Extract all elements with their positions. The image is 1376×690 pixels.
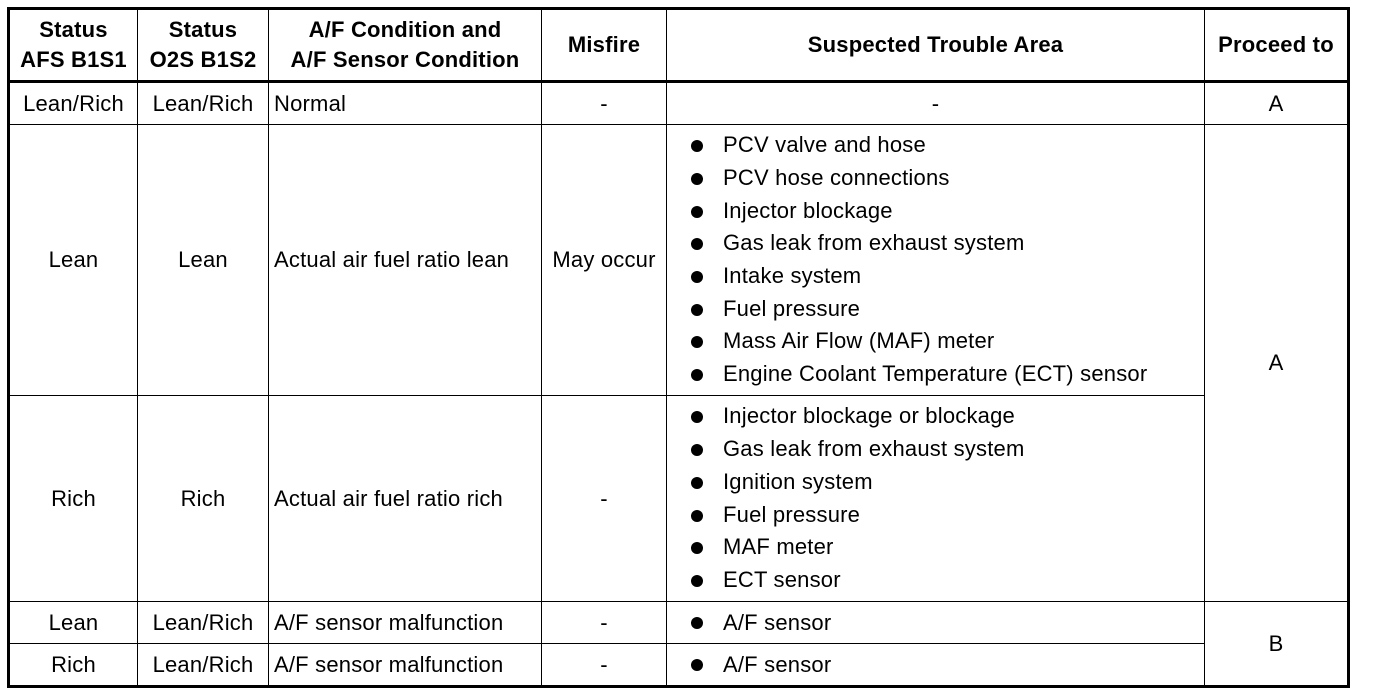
cell-misfire: - [542, 82, 667, 125]
cell-condition: A/F sensor malfunction [269, 602, 542, 644]
cell-condition: Actual air fuel ratio rich [269, 396, 542, 602]
cell-afs: Lean [9, 125, 138, 396]
header-o2s-line2: O2S B1S2 [149, 47, 257, 72]
list-item: Engine Coolant Temperature (ECT) sensor [691, 358, 1204, 391]
list-item: Fuel pressure [691, 499, 1204, 532]
header-o2s-line1: Status [168, 17, 238, 42]
header-cond-line1: A/F Condition and [308, 17, 502, 42]
list-item: Intake system [691, 260, 1204, 293]
cell-misfire: - [542, 396, 667, 602]
header-o2s-status [138, 9, 269, 82]
list-item: Mass Air Flow (MAF) meter [691, 325, 1204, 358]
cell-condition: Normal [269, 82, 542, 125]
list-item: PCV hose connections [691, 162, 1204, 195]
table-row-normal [9, 82, 1349, 125]
list-item: A/F sensor [691, 644, 1204, 685]
trouble-list-rich [667, 400, 1204, 596]
cell-afs: Rich [9, 396, 138, 602]
header-trouble-area: Suspected Trouble Area [667, 9, 1205, 82]
list-item: Injector blockage or blockage [691, 400, 1204, 433]
table-row-af-sensor-lean [9, 602, 1349, 644]
cell-misfire: May occur [542, 125, 667, 396]
cell-condition: A/F sensor malfunction [269, 644, 542, 687]
list-item: PCV valve and hose [691, 129, 1204, 162]
cell-afs: Lean [9, 602, 138, 644]
trouble-list-lean [667, 129, 1204, 391]
list-item: Ignition system [691, 466, 1204, 499]
trouble-list-af-1 [667, 602, 1204, 643]
list-item: ECT sensor [691, 564, 1204, 597]
cell-condition: Actual air fuel ratio lean [269, 125, 542, 396]
header-cond-line2: A/F Sensor Condition [290, 47, 520, 72]
cell-trouble [667, 602, 1205, 644]
header-afs-status [9, 9, 138, 82]
cell-trouble [667, 396, 1205, 602]
cell-o2s: Lean/Rich [138, 644, 269, 687]
cell-proceed: A [1205, 125, 1349, 602]
cell-misfire: - [542, 644, 667, 687]
diagnostic-table-container [7, 7, 1350, 688]
list-item: Gas leak from exhaust system [691, 227, 1204, 260]
cell-o2s: Rich [138, 396, 269, 602]
header-proceed-to: Proceed to [1205, 9, 1349, 82]
cell-proceed: A [1205, 82, 1349, 125]
table-row-rich [9, 396, 1349, 602]
header-row [9, 9, 1349, 82]
header-afs-line1: Status [39, 17, 108, 42]
table-row-lean [9, 125, 1349, 396]
cell-o2s: Lean [138, 125, 269, 396]
cell-proceed: B [1205, 602, 1349, 687]
cell-trouble [667, 125, 1205, 396]
list-item: A/F sensor [691, 602, 1204, 643]
cell-trouble: - [667, 82, 1205, 125]
header-misfire: Misfire [542, 9, 667, 82]
cell-afs: Lean/Rich [9, 82, 138, 125]
list-item: Fuel pressure [691, 293, 1204, 326]
trouble-list-af-2 [667, 644, 1204, 685]
header-afs-line2: AFS B1S1 [20, 47, 127, 72]
header-condition [269, 9, 542, 82]
list-item: Injector blockage [691, 195, 1204, 228]
table-row-af-sensor-rich [9, 644, 1349, 687]
cell-trouble [667, 644, 1205, 687]
list-item: Gas leak from exhaust system [691, 433, 1204, 466]
cell-afs: Rich [9, 644, 138, 687]
cell-o2s: Lean/Rich [138, 602, 269, 644]
list-item: MAF meter [691, 531, 1204, 564]
cell-misfire: - [542, 602, 667, 644]
diagnostic-table [7, 7, 1350, 688]
cell-o2s: Lean/Rich [138, 82, 269, 125]
